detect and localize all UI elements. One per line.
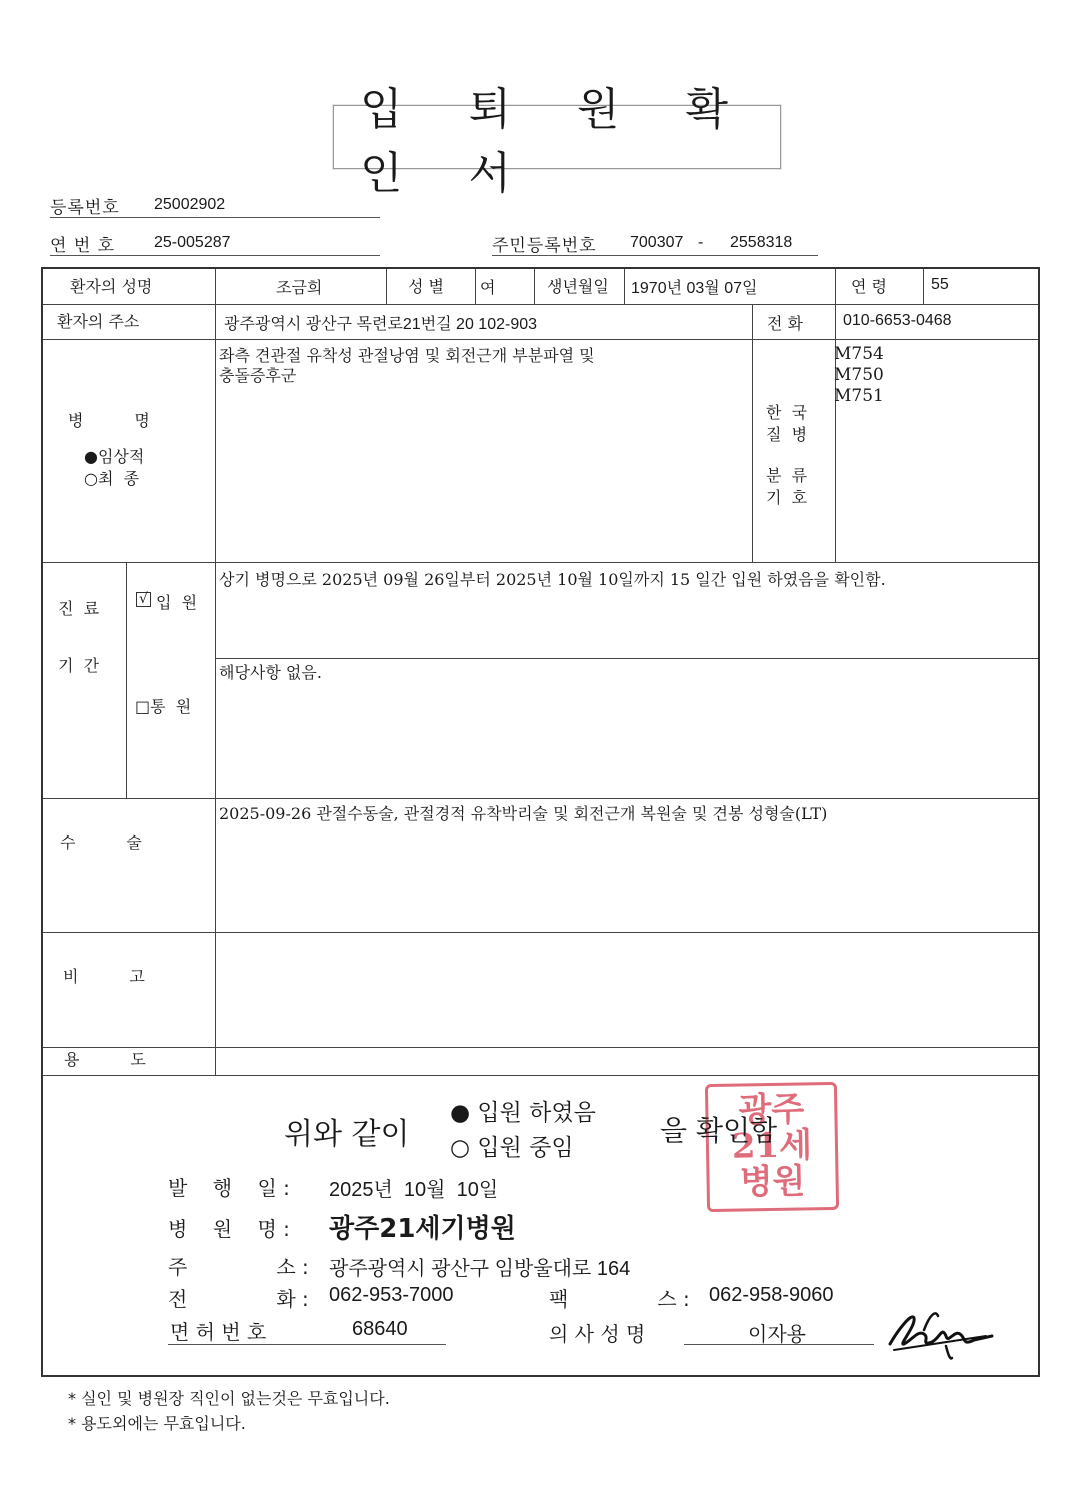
usage-label: 용 도 <box>64 1050 146 1069</box>
surgery-label: 수 술 <box>60 833 142 852</box>
confirm-opt-admitted: ● 입원 하였음 <box>450 1100 596 1126</box>
confirm-prefix: 위와 같이 <box>284 1117 410 1152</box>
hospital-tel-label: 전 화 : <box>168 1287 309 1311</box>
rrn-front: 700307 <box>630 234 684 251</box>
kcd-label-1: 한 국 <box>766 403 808 422</box>
reg-no-row <box>50 193 380 218</box>
patient-dob: 1970년 03월 07일 <box>631 280 758 297</box>
reg-no-label: 등록번호 <box>50 198 120 218</box>
confirm-suffix: 을 확인함 <box>660 1114 778 1147</box>
serial-label: 연 번 호 <box>50 236 116 256</box>
hospital-fax: 062-958-9060 <box>709 1284 834 1306</box>
doctor-label: 의 사 성 명 <box>549 1322 646 1346</box>
phone-label: 전 화 <box>767 314 803 333</box>
kcd-label-3: 분 류 <box>766 466 808 485</box>
serial-value: 25-005287 <box>154 234 231 251</box>
patient-address: 광주광역시 광산구 목련로21번길 20 102-903 <box>224 316 538 333</box>
doctor-name-line <box>684 1316 874 1345</box>
dob-label: 생년월일 <box>547 277 609 296</box>
hospital-address-label: 주 소 : <box>168 1255 309 1279</box>
kcd-label-2: 질 병 <box>766 425 808 444</box>
hospital-seal: 광주 21세 병원 <box>705 1082 839 1212</box>
doctor-name: 이자용 <box>748 1324 806 1346</box>
license-number: 68640 <box>352 1318 408 1340</box>
kcd-code-1: M754 <box>834 344 884 364</box>
outpatient-label: □통 원 <box>135 697 192 716</box>
confirm-opt-inpatient: ○ 입원 중임 <box>450 1135 574 1161</box>
inpatient-label: 입 원 <box>156 593 198 612</box>
issue-date: 2025년 10월 10일 <box>329 1179 499 1201</box>
footnote-2: * 용도외에는 무효입니다. <box>68 1414 246 1433</box>
patient-name: 조금희 <box>276 280 323 297</box>
period-label-2: 기 간 <box>58 656 100 675</box>
rrn-row <box>492 231 818 256</box>
footnote-1: * 실인 및 병원장 직인이 없는것은 무효입니다. <box>68 1389 390 1408</box>
inpatient-checkbox <box>136 592 151 607</box>
disease-opt-clinical: ●임상적 <box>84 447 145 466</box>
sex-label: 성 별 <box>408 277 444 296</box>
hospital-name: 광주21세기병원 <box>329 1214 516 1244</box>
license-label: 면 허 번 호 <box>170 1320 267 1344</box>
document-title: 입 퇴 원 확 인 서 <box>333 105 781 169</box>
hospital-name-label: 병 원 명 : <box>168 1217 290 1241</box>
kcd-code-2: M750 <box>834 365 884 385</box>
age-label: 연 령 <box>851 277 887 296</box>
surgery-text: 2025-09-26 관절수동술, 관절경적 유착박리술 및 회전근개 복원술 및 견봉 성형술(LT) <box>219 804 828 823</box>
disease-line-2: 충돌증후군 <box>219 366 297 385</box>
serial-row <box>50 231 380 256</box>
license-row <box>168 1316 446 1345</box>
name-label: 환자의 성명 <box>70 277 153 296</box>
disease-label: 병 명 <box>68 411 150 430</box>
remarks-label: 비 고 <box>63 967 145 986</box>
disease-opt-final: ○최 종 <box>84 469 140 488</box>
rrn-label: 주민등록번호 <box>492 236 597 256</box>
disease-line-1: 좌측 견관절 유착성 관절낭염 및 회전근개 부분파열 및 <box>219 346 595 365</box>
kcd-code-3: M751 <box>834 386 884 406</box>
issue-date-label: 발 행 일 : <box>168 1176 290 1200</box>
address-label: 환자의 주소 <box>57 312 140 331</box>
period-label-1: 진 료 <box>58 599 100 618</box>
patient-phone: 010-6653-0468 <box>843 312 952 329</box>
outpatient-text: 해당사항 없음. <box>219 663 322 682</box>
hospital-address: 광주광역시 광산구 임방울대로 164 <box>329 1258 631 1280</box>
rrn-dash: - <box>698 234 704 251</box>
hospital-tel: 062-953-7000 <box>329 1284 454 1306</box>
kcd-label-4: 기 호 <box>766 488 808 507</box>
patient-age: 55 <box>931 276 949 293</box>
inpatient-check-mark: √ <box>139 591 148 607</box>
doctor-signature <box>884 1300 996 1362</box>
patient-sex: 여 <box>480 278 496 297</box>
rrn-back: 2558318 <box>730 234 793 251</box>
reg-no-value: 25002902 <box>154 196 226 213</box>
inpatient-text: 상기 병명으로 2025년 09월 26일부터 2025년 10월 10일까지 15 일간 입원 하였음을 확인함. <box>219 570 886 589</box>
hospital-fax-label: 팩 스 : <box>549 1287 690 1311</box>
